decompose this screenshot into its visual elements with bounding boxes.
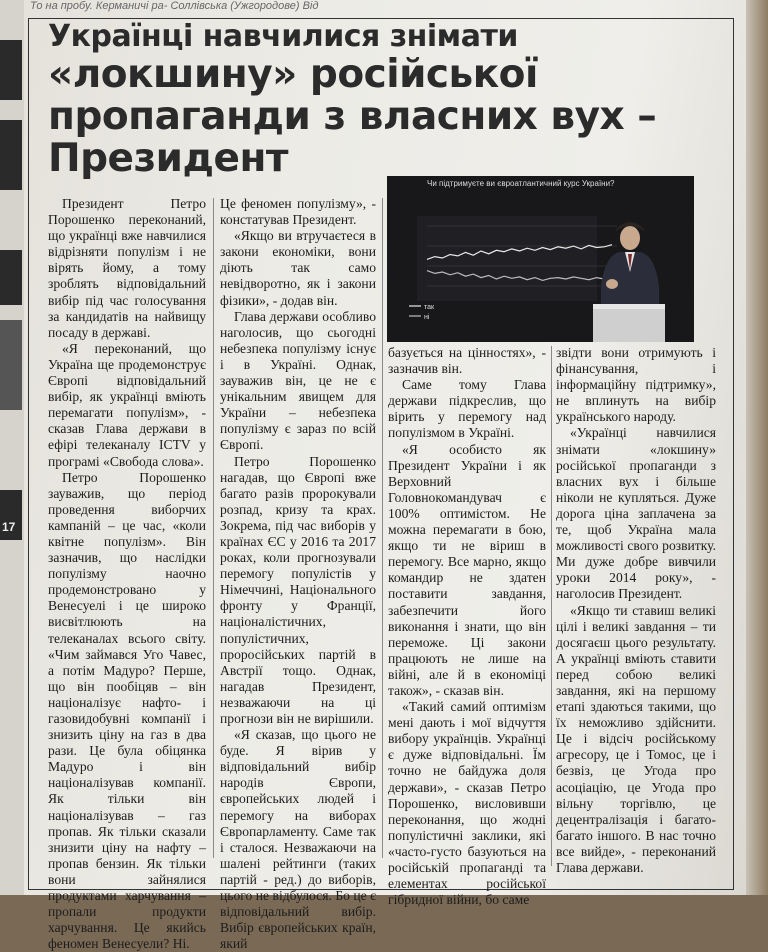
paragraph: Петро Порошенко нагадав, що Європі вже багато разів пророкували розпад, кризу та крах. Зокрема, під час виборів у країнах ЄС у 2016 та 2017 роках, коли прогнозували перемогу популістів у Німеччині, Національного фронту у Франції, націоналістичних, популістичних, проросійських партій в Австрії тощо. Однак, нагадав Президент, незважаючи на ці прогнози він не вирішили.	[220, 453, 376, 726]
article-column-4	[556, 345, 716, 876]
adjacent-page-strip	[0, 0, 24, 895]
headline-line-1: Українці навчилися знімати	[48, 19, 518, 54]
adjacent-page-number: 17	[2, 520, 16, 534]
paragraph: «Якщо ти ставиш великі цілі і великі завдання – ти досягаєш цього результату. А українці вміють ставити перед собою великі завдання, які на першому етапі здаються такими, що їх неможливо здійснити. Це і відсіч російському агресору, це і Томос, це і безвіз, це Угода про асоціацію, це Угода про вільну торгівлю, це децентралізація і багато-багато іншого. В нас точно все вийде», - переконаний Глава держави.	[556, 602, 716, 875]
paragraph: Саме тому Глава держави підкреслив, що вірить у перемогу над популізмом в Україні.	[388, 377, 546, 441]
article-column-2	[220, 196, 376, 952]
article-column-3	[388, 345, 546, 908]
column-divider	[551, 346, 552, 866]
paragraph: «Українці навчилися знімати «локшину» російської пропаганди з власних вух і більше ніколи не купляться. Дуже дорога ціна заплачена за те, щоб Україна мала можливості свого розвитку. Ми дуже добре вивчили уроки 2014 року», - наголосив Президент.	[556, 425, 716, 602]
desk-edge	[746, 0, 768, 895]
adjacent-dark-block	[0, 250, 22, 305]
photo-caption-question: Чи підтримуєте ви євроатлантичний курс України?	[427, 179, 615, 188]
paragraph: «Такий самий оптимізм мені дають і мої відчуття вибору українців. Українці є дуже відповідальні. Їм точно не байдужа доля держави», - сказав Петро Порошенко, висловивши переконання, що жодні популістичні заклики, які «часто-густо базуються на російській пропаганді та елементах російської гібридної війни, бо саме	[388, 699, 546, 908]
podium	[593, 304, 665, 342]
column-divider	[213, 198, 214, 858]
headline-line-3: пропаганди з власних вух –	[48, 94, 657, 139]
paragraph: Це феномен популізму», - констатував Президент.	[220, 196, 376, 228]
legend-yes-label: так	[424, 304, 435, 311]
adjacent-dark-block	[0, 320, 22, 410]
headline-line-4: Президент	[48, 136, 288, 181]
headline-line-2: «локшину» російської	[48, 52, 538, 97]
paragraph: Президент Петро Порошенко переконаний, що українці вже навчилися відрізняти популізм і не вірять йому, а тому зроблять відповідальний вибір під час голосування за кандидатів на найвищу посаду в державі.	[48, 196, 206, 340]
article-headline	[48, 18, 728, 180]
column-divider	[382, 198, 383, 858]
paragraph: звідти вони отримують і фінансування, і інформаційну підтримку», не вплинуть на вибір українського народу.	[556, 345, 716, 425]
adjacent-dark-block	[0, 120, 22, 190]
paragraph: «Якщо ви втручаєтеся в закони економіки, вони діють так само невідворотно, як і закони фізики», - додав він.	[220, 228, 376, 308]
paragraph: Глава держави особливо наголосив, що сьогодні небезпека популізму існує і в Україні. Однак, зауважив він, це не є унікальним явищем для України – небезпека популізму є зараз по всій Європі.	[220, 308, 376, 453]
paragraph: «Я особисто як Президент України і як Верховний Головнокомандувач є 100% оптимістом. Не можна перемагати в бою, якщо ти не віриш в перемогу. Все марно, якщо командир не здатен поставити завдання, забезпечити його виконання і знати, що він переможе. Ці закони працюють не лише на війні, але й в економіці також», - сказав він.	[388, 441, 546, 698]
paragraph: базується на цінностях», - зазначив він.	[388, 345, 546, 377]
photo-graphic	[387, 176, 694, 342]
article-column-1	[48, 196, 206, 952]
tv-studio-photo	[387, 176, 694, 342]
top-cut-text: То на пробу. Керманичі ра- Соллівська (Ужгородове) Від	[30, 0, 319, 12]
legend-no-label: ні	[424, 314, 430, 321]
paragraph: «Я переконаний, що Україна ще продемонструє Європі відповідальний вибір, як українці вміють перемагати популізм», - сказав Глава держави в ефірі телеканалу ICTV у програмі «Свобода слова».	[48, 340, 206, 469]
paragraph: «Я сказав, що цього не буде. Я вірив у відповідальний вибір народів Європи, європейських людей і перемогу на виборах Європарламенту. Саме так і сталося. Незважаючи на шалені рейтинги (таких партій - ред.) до виборів, цього не відбулося. Бо це є відповідальний вибір. Вибір європейських країн, який	[220, 727, 376, 952]
paragraph: Петро Порошенко зауважив, що період проведення виборчих кампаній – це час, «коли квітне популізм». Він зазначив, що наслідки популізму наочно продемонстровано у Венесуелі і це широко висвітлюють на телеканалах всього світу. «Чим займався Уго Чавес, а потім Мадуро? Перше, що він пообіцяв – він націоналізує нафто- і газовидобувні компанії і знизить ціну на газ в два рази. Це була обіцянка Мадуро і він націоналізував компанії. Як тільки він націоналізував – газ пропав. Як тільки сказали знизити ціну на нафту – пропав бензин. Як тільки вони зайнялися продуктами харчування – пропали продукти харчування. Це якийсь феномен Венесуели? Ні.	[48, 469, 206, 952]
adjacent-dark-block	[0, 40, 22, 100]
